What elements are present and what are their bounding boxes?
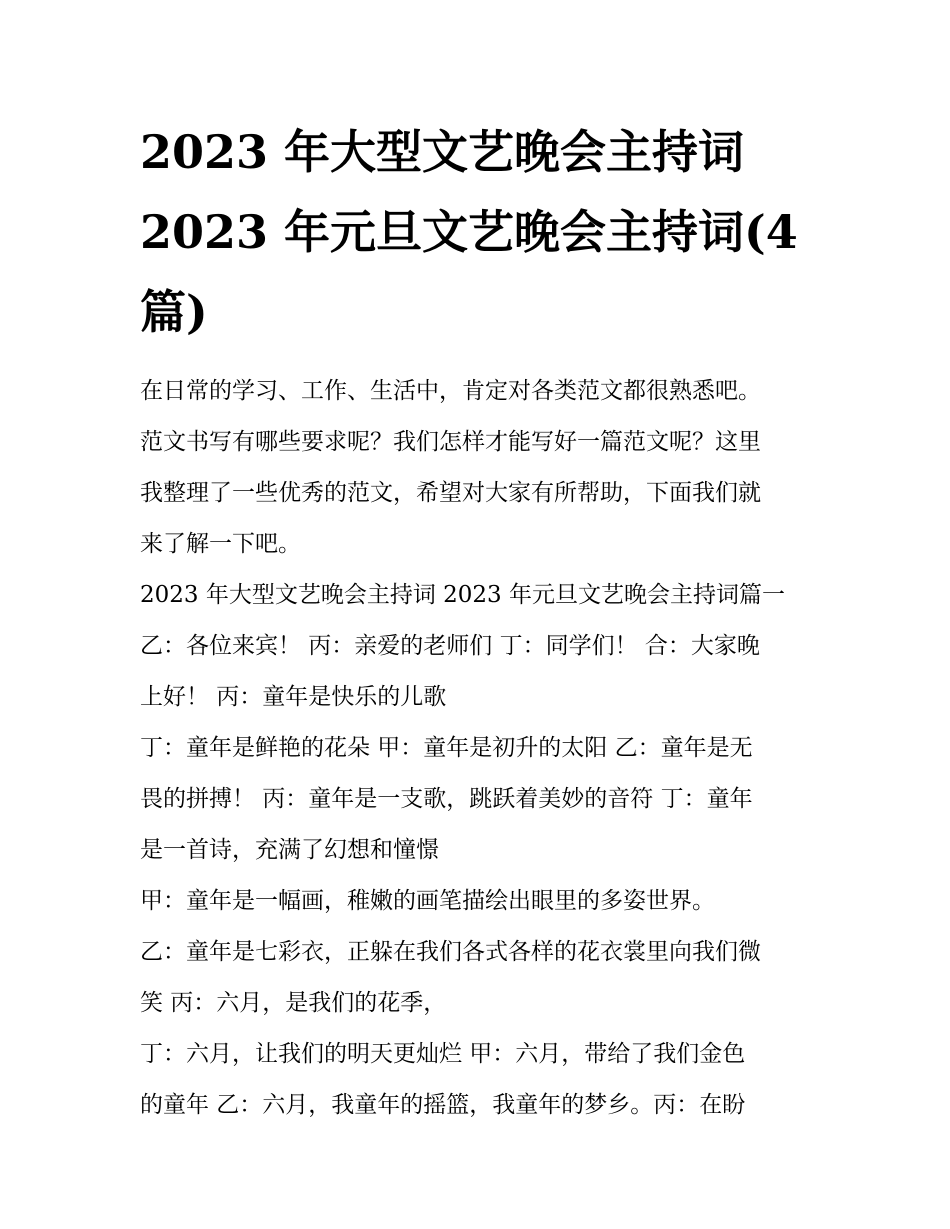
paragraph-greeting (140, 621, 816, 723)
text-line: 甲：童年是一幅画，稚嫩的画笔描绘出眼里的多姿世界。 (140, 888, 715, 914)
text-line: 丁：六月，让我们的明天更灿烂 甲：六月，带给了我们金色 (140, 1041, 746, 1067)
paragraph-section-heading (140, 570, 816, 621)
paragraph-rainbow (140, 927, 816, 1029)
text-line: 乙：童年是七彩衣，正躲在我们各式各样的花衣裳里向我们微 (140, 939, 761, 965)
title-line: 2023 年大型文艺晚会主持词 (140, 125, 745, 179)
text-line: 上好！ 丙：童年是快乐的儿歌 (140, 684, 447, 710)
document-title (140, 112, 816, 352)
text-line: 的童年 乙：六月，我童年的摇篮，我童年的梦乡。丙：在盼 (140, 1092, 746, 1118)
text-line: 畏的拼搏！ 丙：童年是一支歌，跳跃着美妙的音符 丁：童年 (140, 786, 753, 812)
text-line: 范文书写有哪些要求呢？我们怎样才能写好一篇范文呢？这里 (140, 429, 761, 455)
document-content (140, 112, 816, 1131)
title-line: 篇) (140, 285, 208, 339)
paragraph-childhood (140, 723, 816, 876)
text-line: 来了解一下吧。 (140, 531, 301, 557)
paragraph-painting (140, 876, 816, 927)
text-line: 2023 年大型文艺晚会主持词 2023 年元旦文艺晚会主持词篇一 (140, 582, 785, 608)
paragraph-june (140, 1029, 816, 1131)
text-line: 笑 丙：六月，是我们的花季， (140, 990, 447, 1016)
document-body (140, 366, 816, 1131)
text-line: 丁：童年是鲜艳的花朵 甲：童年是初升的太阳 乙：童年是无 (140, 735, 753, 761)
text-line: 在日常的学习、工作、生活中，肯定对各类范文都很熟悉吧。 (140, 378, 761, 404)
paragraph-intro (140, 366, 816, 570)
text-line: 乙：各位来宾！ 丙：亲爱的老师们 丁：同学们！ 合：大家晚 (140, 633, 760, 659)
text-line: 是一首诗，充满了幻想和憧憬 (140, 837, 439, 863)
title-line: 2023 年元旦文艺晚会主持词(4 (140, 205, 798, 259)
text-line: 我整理了一些优秀的范文，希望对大家有所帮助，下面我们就 (140, 480, 761, 506)
